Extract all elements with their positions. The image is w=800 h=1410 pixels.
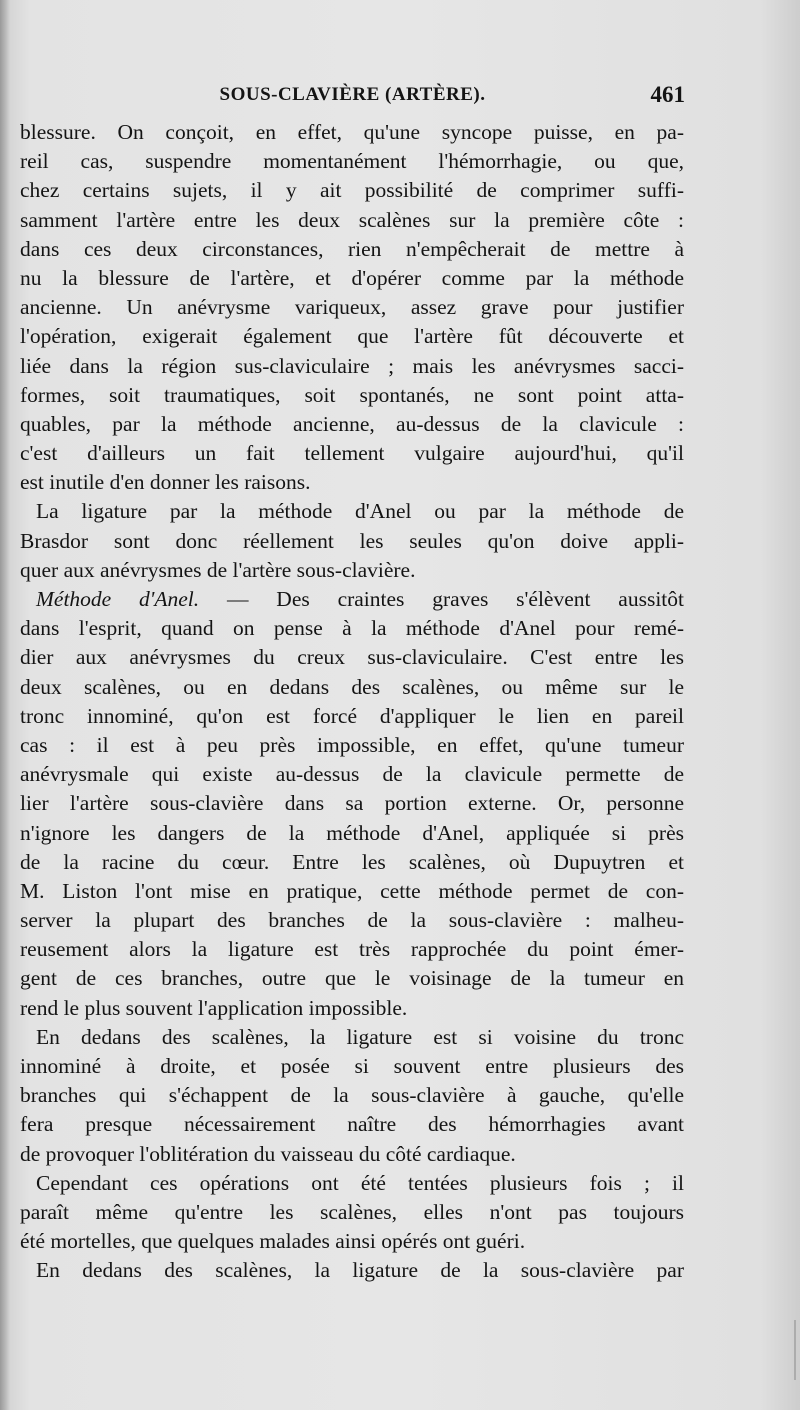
paragraph bbox=[20, 585, 684, 1023]
text-line: est inutile d'en donner les raisons. bbox=[20, 470, 311, 495]
text-line: Brasdor sont donc réellement les seules qu'on doive appli- bbox=[20, 528, 684, 553]
text-line: dans l'esprit, quand on pense à la méthode d'Anel pour remé- bbox=[20, 616, 684, 641]
text-line: chez certains sujets, il y ait possibilité de comprimer suffi- bbox=[20, 178, 684, 203]
text-line: branches qui s'échappent de la sous-clavière à gauche, qu'elle bbox=[20, 1083, 684, 1108]
text-line: rend le plus souvent l'application impossible. bbox=[20, 995, 408, 1020]
section-heading-italic: Méthode d'Anel. bbox=[36, 587, 200, 611]
text-line: de la racine du cœur. Entre les scalènes, où Dupuytren et bbox=[20, 849, 684, 874]
text-line: blessure. On conçoit, en effet, qu'une syncope puisse, en pa- bbox=[20, 120, 684, 144]
text-line: quer aux anévrysmes de l'artère sous-clavière. bbox=[20, 557, 416, 582]
paragraph bbox=[20, 1256, 684, 1285]
text-line: deux scalènes, ou en dedans des scalènes, ou même sur le bbox=[20, 674, 684, 699]
text-line: La ligature par la méthode d'Anel ou par la méthode de bbox=[36, 499, 684, 524]
text-line: gent de ces branches, outre que le voisinage de la tumeur en bbox=[20, 966, 684, 991]
running-header bbox=[20, 84, 685, 114]
text-line: fera presque nécessairement naître des hémorrhagies avant bbox=[20, 1112, 684, 1137]
text-line: de provoquer l'oblitération du vaisseau du côté cardiaque. bbox=[20, 1141, 516, 1166]
running-title: SOUS-CLAVIÈRE (ARTÈRE). bbox=[219, 84, 486, 105]
text-line: n'ignore les dangers de la méthode d'Anel, appliquée si près bbox=[20, 820, 684, 845]
paragraph bbox=[20, 118, 684, 497]
text-line: En dedans des scalènes, la ligature est si voisine du tronc bbox=[36, 1024, 684, 1049]
text-line: reusement alors la ligature est très rapprochée du point émer- bbox=[20, 937, 684, 962]
text-line: server la plupart des branches de la sous-clavière : malheu- bbox=[20, 908, 684, 933]
text-line: tronc innominé, qu'on est forcé d'appliquer le lien en pareil bbox=[20, 703, 684, 728]
text-line: En dedans des scalènes, la ligature de la sous-clavière par bbox=[36, 1258, 684, 1283]
text-line: reil cas, suspendre momentanément l'hémorrhagie, ou que, bbox=[20, 149, 684, 174]
text-line: formes, soit traumatiques, soit spontanés, ne sont point atta- bbox=[20, 382, 684, 407]
text-line: été mortelles, que quelques malades ainsi opérés ont guéri. bbox=[20, 1229, 526, 1254]
text-line: nu la blessure de l'artère, et d'opérer comme par la méthode bbox=[20, 265, 684, 290]
text-line bbox=[20, 585, 684, 614]
body-text bbox=[20, 118, 684, 1286]
text-line: paraît même qu'entre les scalènes, elles n'ont pas toujours bbox=[20, 1199, 684, 1224]
paragraph bbox=[20, 1169, 684, 1257]
text-line: innominé à droite, et posée si souvent entre plusieurs des bbox=[20, 1054, 684, 1078]
text-line: cas : il est à peu près impossible, en effet, qu'une tumeur bbox=[20, 732, 684, 757]
text-line: samment l'artère entre les deux scalènes sur la première côte : bbox=[20, 207, 684, 232]
text-line: ancienne. Un anévrysme variqueux, assez grave pour justifier bbox=[20, 295, 684, 320]
text-line: l'opération, exigerait également que l'artère fût découverte et bbox=[20, 324, 684, 349]
text-line: dans ces deux circonstances, rien n'empêcherait de mettre à bbox=[20, 236, 684, 261]
text-line: dier aux anévrysmes du creux sus-claviculaire. C'est entre les bbox=[20, 645, 684, 670]
text-line: M. Liston l'ont mise en pratique, cette méthode permet de con- bbox=[20, 878, 684, 903]
gutter-shadow bbox=[0, 0, 10, 1410]
text-line: lier l'artère sous-clavière dans sa portion externe. Or, personne bbox=[20, 791, 684, 816]
text-line: quables, par la méthode ancienne, au-dessus de la clavicule : bbox=[20, 411, 684, 436]
text-line: liée dans la région sus-claviculaire ; mais les anévrysmes sacci- bbox=[20, 353, 684, 378]
text-line: c'est d'ailleurs un fait tellement vulgaire aujourd'hui, qu'il bbox=[20, 441, 684, 466]
page-number: 461 bbox=[650, 82, 685, 107]
text-line: Cependant ces opérations ont été tentées plusieurs fois ; il bbox=[36, 1170, 684, 1195]
page-edge-mark bbox=[794, 1320, 796, 1380]
text-line: anévrysmale qui existe au-dessus de la clavicule permette de bbox=[20, 762, 684, 787]
paragraph bbox=[20, 497, 684, 585]
paragraph bbox=[20, 1023, 684, 1169]
text-span: — Des craintes graves s'élèvent aussitôt bbox=[199, 587, 684, 611]
